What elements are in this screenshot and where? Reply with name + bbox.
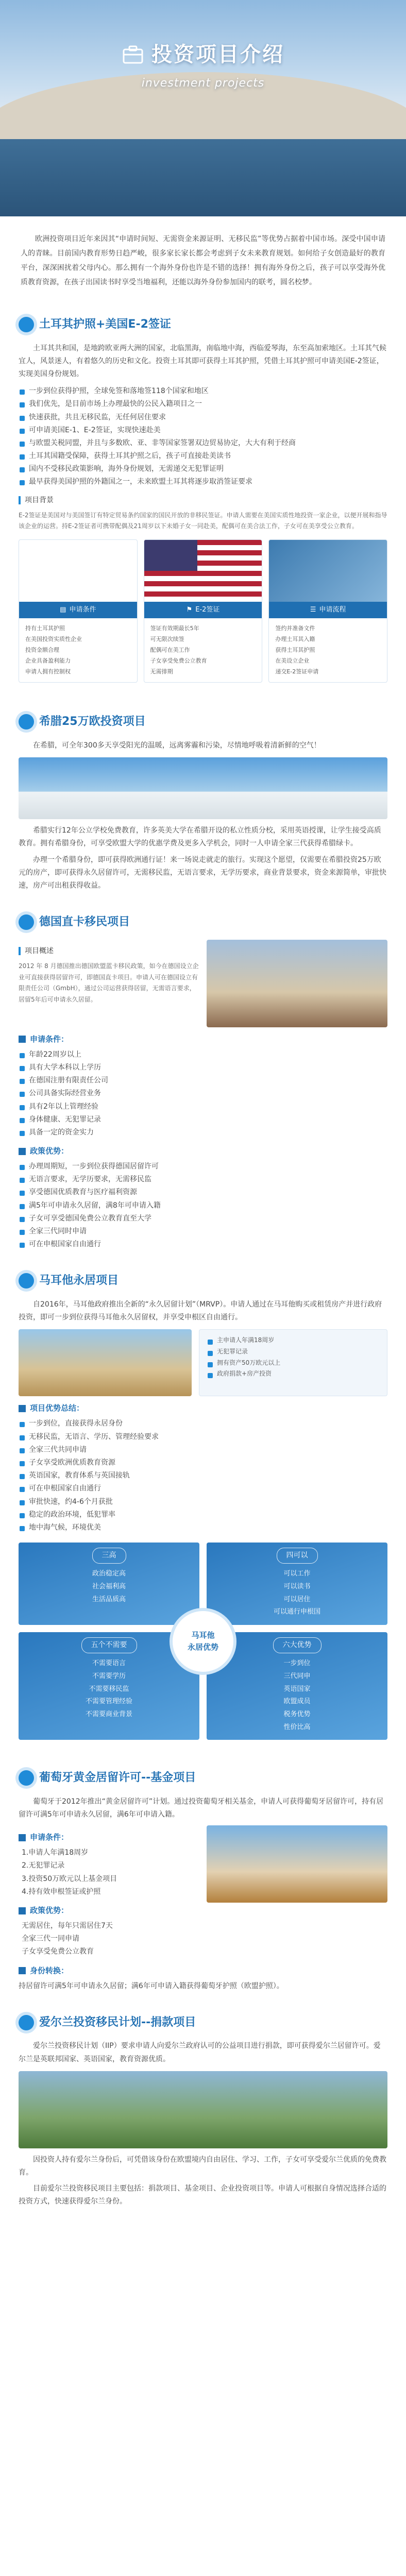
list-item: 英语国家，教育体系与英国接轨 <box>19 1469 387 1482</box>
section-desc: 因投资人持有爱尔兰身份后，可凭借该身份在欧盟境内自由居住、学习、工作，子女可享受爱尔兰优质的免费教育。 <box>19 2155 386 2177</box>
dot-icon <box>19 714 34 730</box>
conditions-list <box>19 1048 387 1139</box>
list-item: 满5年可申请永久居留，满8年可申请入籍 <box>19 1199 387 1212</box>
list-item: 我们优先，是目前市场上办理最快的公民入籍项目之一 <box>19 398 387 411</box>
grid-box: 四可以 可以工作 可以读书 可以居住 可以通行申根国 <box>207 1543 387 1625</box>
list-item: 审批快速，约4-6个月获批 <box>19 1496 387 1509</box>
list-item: 具备一定的资金实力 <box>19 1126 387 1139</box>
section-heading: 爱尔兰投资移民计划--捐款项目 <box>19 2012 387 2033</box>
dot-icon <box>19 2015 34 2030</box>
list-item: 1.申请人年满18周岁 <box>22 1849 89 1857</box>
list-item: 享受德国优质教育与医疗福利资源 <box>19 1186 387 1199</box>
list-item: 与欧盟关税同盟，并且与多数欧、亚、非等国家签署双边贸易协定，大大有利于经商 <box>19 437 387 450</box>
list-item: 公司具备实际经营业务 <box>19 1087 387 1100</box>
list-item: 地中海气候，环境优美 <box>19 1521 387 1534</box>
card-process: ☰ 申请流程 签约并准备文件 办理土耳其入籍 获得土耳其护照 在美设立企业 递交E-2签证申请 <box>268 539 387 683</box>
bullet-list <box>19 385 387 489</box>
grid-box: 六大优势 一步到位 三代同申 英语国家 欧盟成员 税务优势 性价比高 <box>207 1632 387 1740</box>
identity-text: 持居留许可满5年可申请永久居留；满6年可申请入籍获得葡萄牙护照（欧盟护照）。 <box>19 1981 284 1990</box>
list-icon: ☰ <box>310 606 316 614</box>
hero-sea <box>0 139 406 216</box>
section-desc: 土耳其共和国，是地跨欧亚两大洲的国家，北临黑海，南临地中海，西临爱琴海，东至高加索地区。土耳其气候宜人，风景迷人，有着悠久的历史和文化。投资土耳其即可获得土耳其护照，凭借土耳其护照可申请美国E-2签证，实现美国身份规划。 <box>19 344 386 378</box>
list-item: 政府捐款+房产投资 <box>207 1368 380 1380</box>
list-item: 全家三代同时申请 <box>19 1225 387 1238</box>
hero-title: 投资项目介绍 <box>151 43 284 66</box>
list-item: 最早获得美国护照的外籍国之一，未来欧盟土耳其将逐步取消签证要求 <box>19 476 387 488</box>
intro <box>0 216 406 300</box>
dot-icon <box>19 317 34 332</box>
section-desc: 目前爱尔兰投资移民项目主要包括：捐款项目、基金项目、企业投资项目等。申请人可根据自身情况选择合适的投资方式，快速获得爱尔兰身份。 <box>19 2184 386 2206</box>
card-row <box>19 539 387 683</box>
section-ireland <box>0 1998 406 2214</box>
ireland-banner <box>19 2071 387 2148</box>
list-item: 一步到位，直接获得永居身份 <box>19 1417 387 1430</box>
list-item: 可在申根国家自由通行 <box>19 1482 387 1495</box>
section-germany <box>0 897 406 1256</box>
list-item: 拥有资产50万欧元以上 <box>207 1358 380 1369</box>
footer-space <box>0 2214 406 2234</box>
list-item: 无语言要求，无学历要求，无需移民监 <box>19 1173 387 1186</box>
list-item: 在德国注册有限责任公司 <box>19 1074 387 1087</box>
sub-text: E-2签证是美国对与美国签订有特定贸易条约国家的国民开放的非移民签证。申请人需要在美国实质性地投资一家企业，以便开展和指导该企业的运营。持E-2签证者可携带配偶及21周岁以下未婚子女一同赴美，配偶可在美合法工作，子女可在美享受公立教育。 <box>19 511 387 530</box>
sub-title: 项目背景 <box>19 494 387 507</box>
list-item: 年龄22周岁以上 <box>19 1048 387 1061</box>
section-desc: 办理一个希腊身份，即可获得欧洲通行证！来一场说走就走的旅行。实现这个愿望，仅需要在希腊投资25万欧元的房产，即可获得永久居留许可，无需移民监，无语言要求，无学历要求，商业背景要求，资金来源简单，审批快速，房产可出租获得收益。 <box>19 855 386 890</box>
list-item: 2.无犯罪记录 <box>22 1861 65 1870</box>
list-item: 一步到位获得护照，全球免签和落地签118个国家和地区 <box>19 385 387 398</box>
section-malta <box>0 1256 406 1753</box>
advantages-title: 政策优势： <box>19 1904 199 1918</box>
section-desc: 葡萄牙于2012年推出“黄金居留许可”计划。通过投资葡萄牙相关基金，申请人可获得葡萄牙居留许可，持有居留许可满5年可申请永久居留，满6年可申请入籍。 <box>19 1797 384 1819</box>
dot-icon <box>19 1770 34 1786</box>
section-portugal <box>0 1753 406 1997</box>
grid-center: 马耳他 永居优势 <box>170 1608 236 1675</box>
malta-grid <box>19 1543 387 1740</box>
hero-title-box <box>0 36 406 94</box>
section-greece <box>0 697 406 897</box>
card-e2: ⚑ E-2签证 签证有效期最长5年 可无限次续签 配偶可在美工作 子女享受免费公立教育 无需排期 <box>144 539 263 683</box>
list-item: 可申请美国E-1、E-2签证，实现快速赴美 <box>19 424 387 437</box>
hero-subtitle: investment projects <box>141 77 265 90</box>
conditions-title: 申请条件： <box>19 1032 387 1046</box>
passport-image <box>19 540 137 602</box>
list-item: 全家三代共同申请 <box>19 1444 387 1456</box>
advantages-title: 项目优势总结： <box>19 1401 387 1415</box>
card-conditions: ▤ 申请条件 持有土耳其护照 在美国投资实质性企业 投资金额合理 企业具备盈利能力 申请人拥有控制权 <box>19 539 138 683</box>
advantages-list <box>19 1417 387 1534</box>
list-item: 无需居住，每年只需居住7天 <box>22 1922 113 1930</box>
malta-image <box>19 1329 192 1396</box>
usa-flag-image <box>144 540 262 602</box>
list-item: 快速获批，共且无移民监，无任何居住要求 <box>19 411 387 424</box>
dot-icon <box>19 914 34 930</box>
malta-conditions <box>199 1329 387 1396</box>
section-heading: 马耳他永居项目 <box>19 1270 387 1291</box>
list-item: 主申请人年满18周岁 <box>207 1335 380 1346</box>
section-us <box>0 300 406 697</box>
dot-icon <box>19 1273 34 1289</box>
advantages-list <box>19 1920 199 1959</box>
grid-box: 三高 政治稳定高 社会福利高 生活品质高 <box>19 1543 199 1625</box>
handshake-image <box>269 540 387 602</box>
sub-title: 项目概述 <box>19 945 199 958</box>
conditions-list <box>19 1846 199 1899</box>
sub-text: 2012 年 8 月德国推出德国欧盟蓝卡移民政策，如今在德国设立企业可直接获得居留许可，即德国直卡项目。申请人可在德国设立有限责任公司（GmbH），通过公司运营获得居留，无需语言要求，居留5年后可申请永久居留。 <box>19 962 199 1003</box>
grid-box: 五个不需要 不需要语言 不需要学历 不需要移民监 不需要管理经验 不需要商业背景 <box>19 1632 199 1740</box>
list-item: 土耳其国籍受保障，获得土耳其护照之后，孩子可直接赴美读书 <box>19 450 387 463</box>
briefcase-icon <box>122 43 144 66</box>
section-heading: 葡萄牙黄金居留许可--基金项目 <box>19 1768 387 1788</box>
advantages-title: 政策优势： <box>19 1144 387 1158</box>
section-desc: 希腊实行12年公立学校免费教育，许多英美大学在希腊开设的私立性质分校，采用英语授课，让学生接受高质教育。拥有希腊身份，可享受欧盟大学的优惠学费及更多入学机会，同时一人申请全家三代获得希腊绿卡。 <box>19 826 381 848</box>
hero-banner <box>0 0 406 216</box>
list-item: 国内不受移民政策影响，海外身份规划，无需递交无犯罪证明 <box>19 463 387 476</box>
advantages-list <box>19 1160 387 1251</box>
list-item: 具有2年以上管理经验 <box>19 1100 387 1113</box>
flag-icon: ⚑ <box>186 606 193 614</box>
conditions-title: 申请条件： <box>19 1831 199 1844</box>
list-item: 全家三代一同申请 <box>22 1935 79 1943</box>
section-heading: 土耳其护照+美国E-2签证 <box>19 314 387 335</box>
germany-image <box>207 940 387 1027</box>
identity-title: 身份转换： <box>19 1964 387 1978</box>
portugal-image <box>207 1825 387 1903</box>
list-item: 子女享受欧洲优质教育资源 <box>19 1456 387 1469</box>
intro-text: 欧洲投资项目近年来因其“申请时间短、无需资金来源证明、无移民监”等优势占据着中国市场。深受中国申请人的青睐。目前国内教育形势日趋严峻，很多家长家长都会考虑到子女未来教育规划。如何给子女创造最好的教育平台，深深困扰着父母内心。那么拥有一个海外身份也许是不错的选择！拥有海外身份之后，孩子可以享受海外优质教育资源，在孩子出国读书时享受当地福利，还能以海外身份参加国内的联考，圆名校梦。 <box>21 235 385 286</box>
doc-icon: ▤ <box>60 606 66 614</box>
list-item: 无移民监，无语言、学历、管理经验要求 <box>19 1431 387 1444</box>
section-heading: 德国直卡移民项目 <box>19 912 387 933</box>
list-item: 子女享受免费公立教育 <box>22 1947 94 1956</box>
section-desc: 爱尔兰投资移民计划（IIP）要求申请人向爱尔兰政府认可的公益项目进行捐款，即可获得爱尔兰居留许可。爱尔兰是英联邦国家、英语国家，教育资源优质。 <box>19 2042 381 2063</box>
list-item: 3.投资50万欧元以上基金项目 <box>22 1874 117 1883</box>
section-desc: 自2016年，马耳他政府推出全新的“永久居留计划”（MRVP）。申请人通过在马耳他购买或租赁房产并进行政府投资，即可一步到位获得马耳他永久居留权，并享受申根区自由通行。 <box>19 1300 382 1322</box>
list-item: 办理周期短，一步到位获得德国居留许可 <box>19 1160 387 1173</box>
list-item: 身体健康、无犯罪记录 <box>19 1113 387 1126</box>
greece-banner <box>19 757 387 819</box>
section-desc: 在希腊，可全年300多天享受阳光的温暖，远离雾霾和污染，尽情地呼吸着清新鲜的空气！ <box>33 741 321 750</box>
list-item: 无犯罪记录 <box>207 1346 380 1358</box>
section-heading: 希腊25万欧投资项目 <box>19 711 387 732</box>
list-item: 具有大学本科以上学历 <box>19 1061 387 1074</box>
list-item: 可在申根国家自由通行 <box>19 1238 387 1251</box>
list-item: 4.持有效申根签证或护照 <box>22 1887 101 1896</box>
list-item: 稳定的政治环境，低犯罪率 <box>19 1509 387 1521</box>
list-item: 子女可享受德国免费公立教育直至大学 <box>19 1212 387 1225</box>
